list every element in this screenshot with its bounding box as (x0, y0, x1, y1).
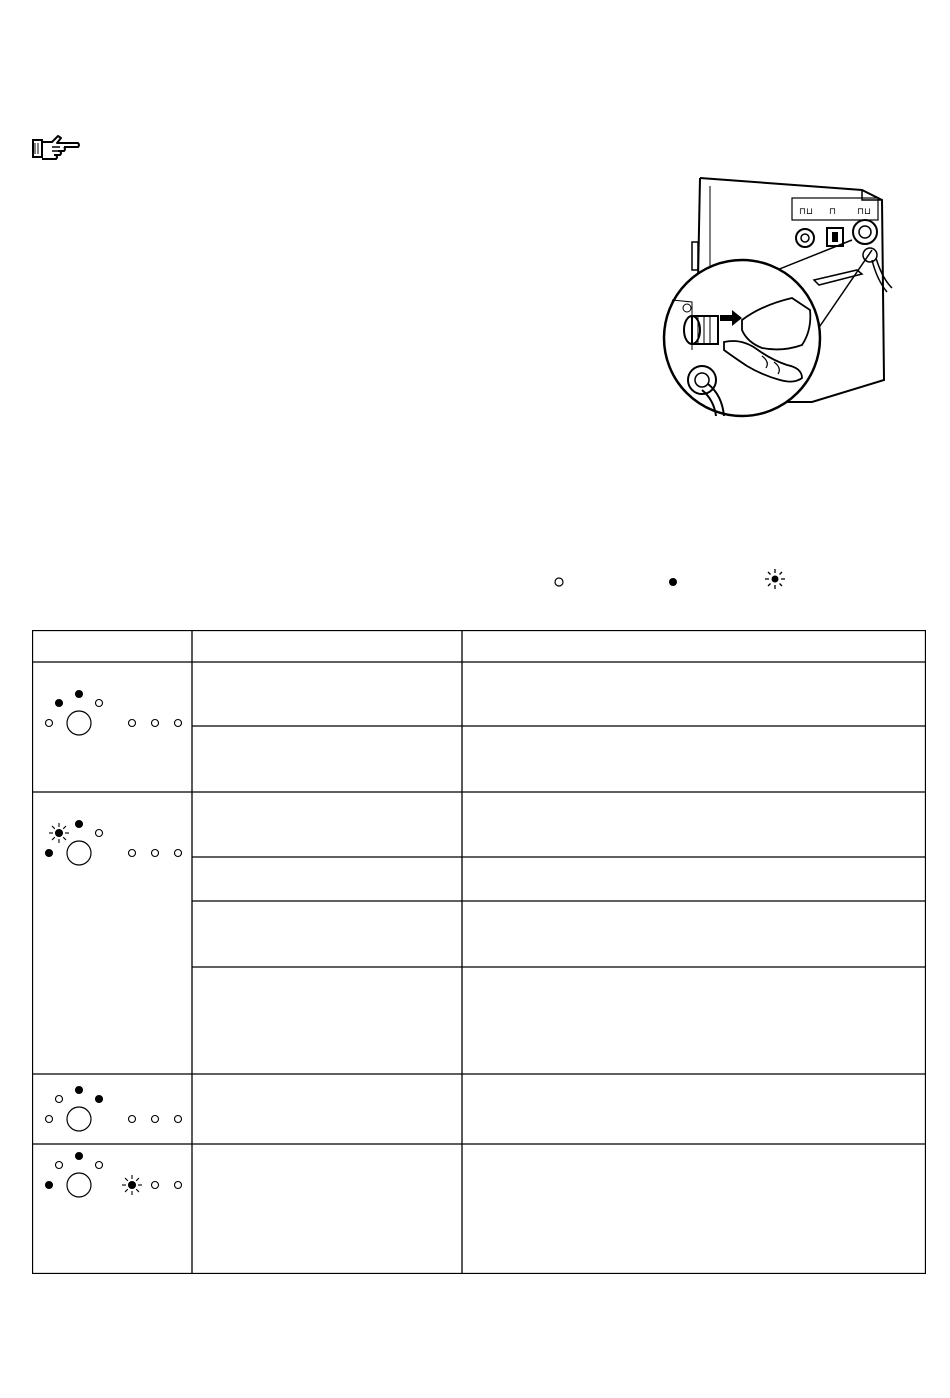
led-off-icon (129, 850, 136, 857)
led-on-icon (96, 1096, 103, 1103)
led-off-icon (152, 850, 159, 857)
svg-text:⊓⊔: ⊓⊔ (799, 207, 814, 217)
led-off-icon (96, 700, 103, 707)
led-on-icon (76, 1087, 83, 1094)
led-on-icon (76, 691, 83, 698)
led-off-icon (175, 1116, 182, 1123)
led-off-icon (129, 1116, 136, 1123)
led-on-icon (76, 1153, 83, 1160)
led-off-icon (152, 720, 159, 727)
led-off-icon (548, 568, 570, 590)
svg-text:⊓⊔: ⊓⊔ (857, 207, 872, 217)
program-knob-icon (67, 711, 91, 735)
led-off-icon (46, 720, 53, 727)
led-off-icon (152, 1182, 159, 1189)
led-flashing-icon (49, 823, 69, 843)
led-on-icon (46, 850, 53, 857)
led-on-icon (76, 821, 83, 828)
led-on-icon (46, 1182, 53, 1189)
led-off-icon (152, 1116, 159, 1123)
led-flashing-icon (122, 1175, 142, 1195)
fault-table (32, 630, 926, 1274)
led-on-icon (56, 700, 63, 707)
led-off-icon (96, 830, 103, 837)
program-knob-icon (67, 1107, 91, 1131)
led-on-icon (662, 568, 684, 590)
svg-text:⊓: ⊓ (829, 207, 837, 217)
led-off-icon (175, 850, 182, 857)
led-off-icon (129, 720, 136, 727)
led-off-icon (175, 1182, 182, 1189)
program-knob-icon (67, 1173, 91, 1197)
led-off-icon (96, 1162, 103, 1169)
program-knob-icon (67, 841, 91, 865)
appliance-rear-illustration (662, 170, 902, 418)
pointing-hand-icon (30, 133, 82, 163)
led-flashing-icon (764, 568, 786, 590)
led-off-icon (175, 720, 182, 727)
led-off-icon (56, 1162, 63, 1169)
table-grid (32, 630, 926, 1274)
led-off-icon (56, 1096, 63, 1103)
led-off-icon (46, 1116, 53, 1123)
